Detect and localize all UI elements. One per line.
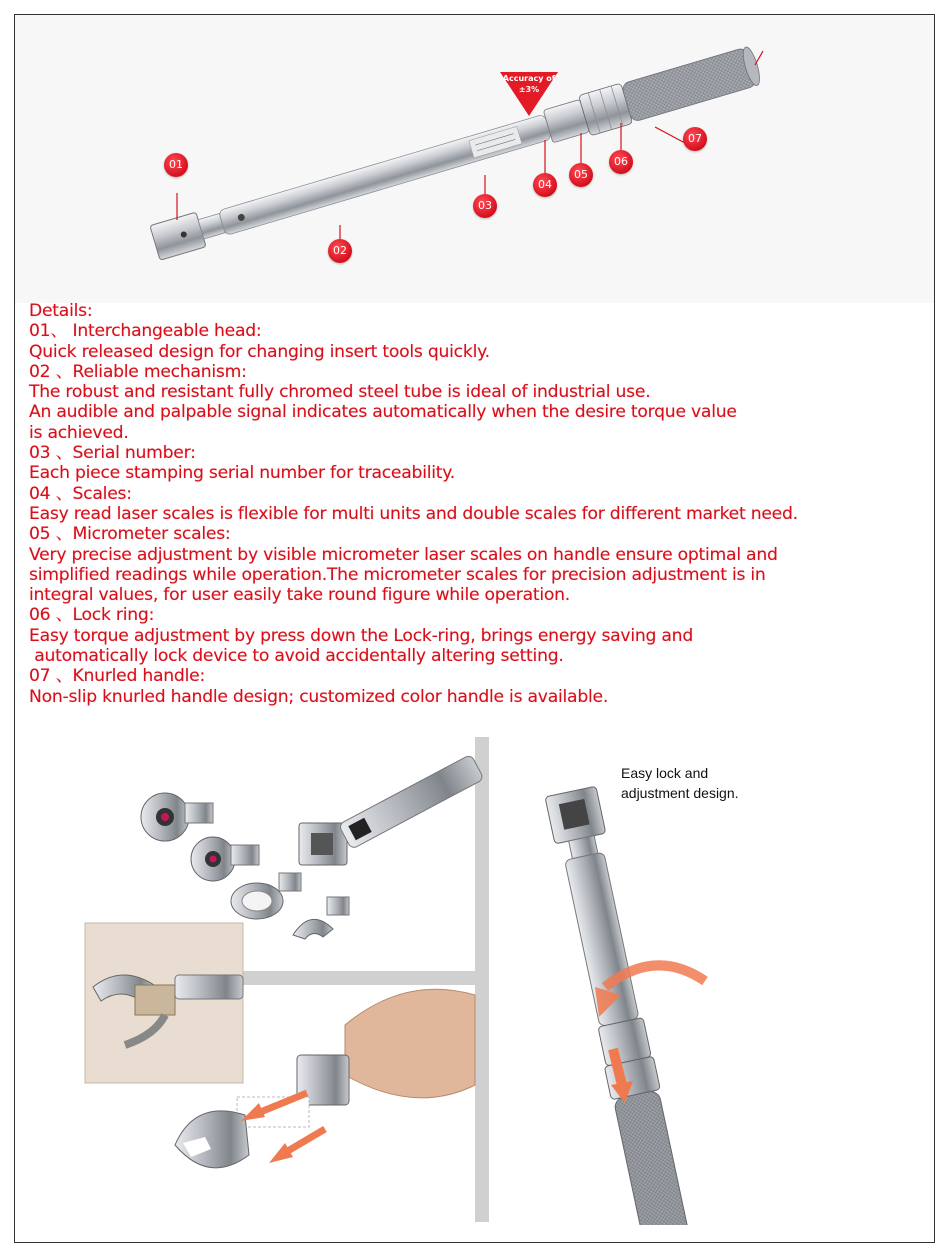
- feature-05-text-1: Very precise adjustment by visible micrometer laser scales on handle ensure optimal and: [29, 544, 778, 565]
- lock-adjust-caption-line-2: adjustment design.: [621, 785, 739, 801]
- page-frame: [14, 14, 935, 1243]
- photo-collage: [15, 725, 934, 1225]
- feature-01-text: Quick released design for changing insert tools quickly.: [29, 341, 490, 362]
- lock-adjust-photo: [489, 737, 809, 1225]
- callout-04: 04: [533, 173, 557, 197]
- torque-wrench-illustration: [15, 15, 934, 303]
- details-heading: Details:: [29, 301, 93, 321]
- feature-06-title: 06 、Lock ring:: [29, 605, 155, 626]
- callout-03: 03: [473, 194, 497, 218]
- feature-04-title: 04 、Scales:: [29, 483, 132, 504]
- wrench-head-group: [299, 754, 484, 865]
- lock-adjust-caption-line-1: Easy lock and: [621, 765, 709, 781]
- product-photos: [15, 725, 934, 1225]
- accuracy-label: [498, 73, 560, 95]
- feature-03-title: 03 、Serial number:: [29, 443, 196, 464]
- callout-07: 07: [683, 127, 707, 151]
- feature-06-text-1: Easy torque adjustment by press down the Lock-ring, brings energy saving and: [29, 625, 693, 646]
- accuracy-label-line-1: Accuracy of: [502, 74, 556, 83]
- feature-02-text-3: is achieved.: [29, 422, 129, 443]
- accuracy-label-line-2: ±3%: [518, 85, 540, 94]
- feature-07-title: 07 、Knurled handle:: [29, 666, 205, 687]
- feature-02-text-2: An audible and palpable signal indicates automatically when the desire torque value: [29, 402, 737, 423]
- callout-02: 02: [328, 239, 352, 263]
- feature-07-text: Non-slip knurled handle design; customized color handle is available.: [29, 686, 609, 707]
- feature-02-text-1: The robust and resistant fully chromed steel tube is ideal of industrial use.: [29, 382, 651, 403]
- feature-05-title: 05 、Micrometer scales:: [29, 524, 231, 545]
- adjustable-wrench-inset: [85, 923, 243, 1083]
- feature-05-text-2: simplified readings while operation.The micrometer scales for precision adjustment is in: [29, 564, 766, 585]
- feature-02-title: 02 、Reliable mechanism:: [29, 361, 247, 382]
- feature-03-text: Each piece stamping serial number for traceability.: [29, 463, 455, 484]
- callout-06: 06: [609, 150, 633, 174]
- hero-product-image: [15, 15, 934, 303]
- callout-01: 01: [164, 153, 188, 177]
- insert-tools-group: [141, 793, 349, 939]
- feature-01-title: 01、 Interchangeable head:: [29, 321, 262, 342]
- details-section: [29, 301, 929, 707]
- divider-vertical: [475, 737, 489, 1222]
- feature-04-text: Easy read laser scales is flexible for multi units and double scales for different market need.: [29, 503, 798, 524]
- feature-06-text-2: automatically lock device to avoid accidentally altering setting.: [29, 646, 564, 667]
- lock-adjust-caption: [621, 763, 739, 803]
- accuracy-badge: [498, 70, 560, 118]
- callout-05: 05: [569, 163, 593, 187]
- feature-05-text-3: integral values, for user easily take round figure while operation.: [29, 585, 570, 606]
- divider-horizontal: [243, 971, 475, 985]
